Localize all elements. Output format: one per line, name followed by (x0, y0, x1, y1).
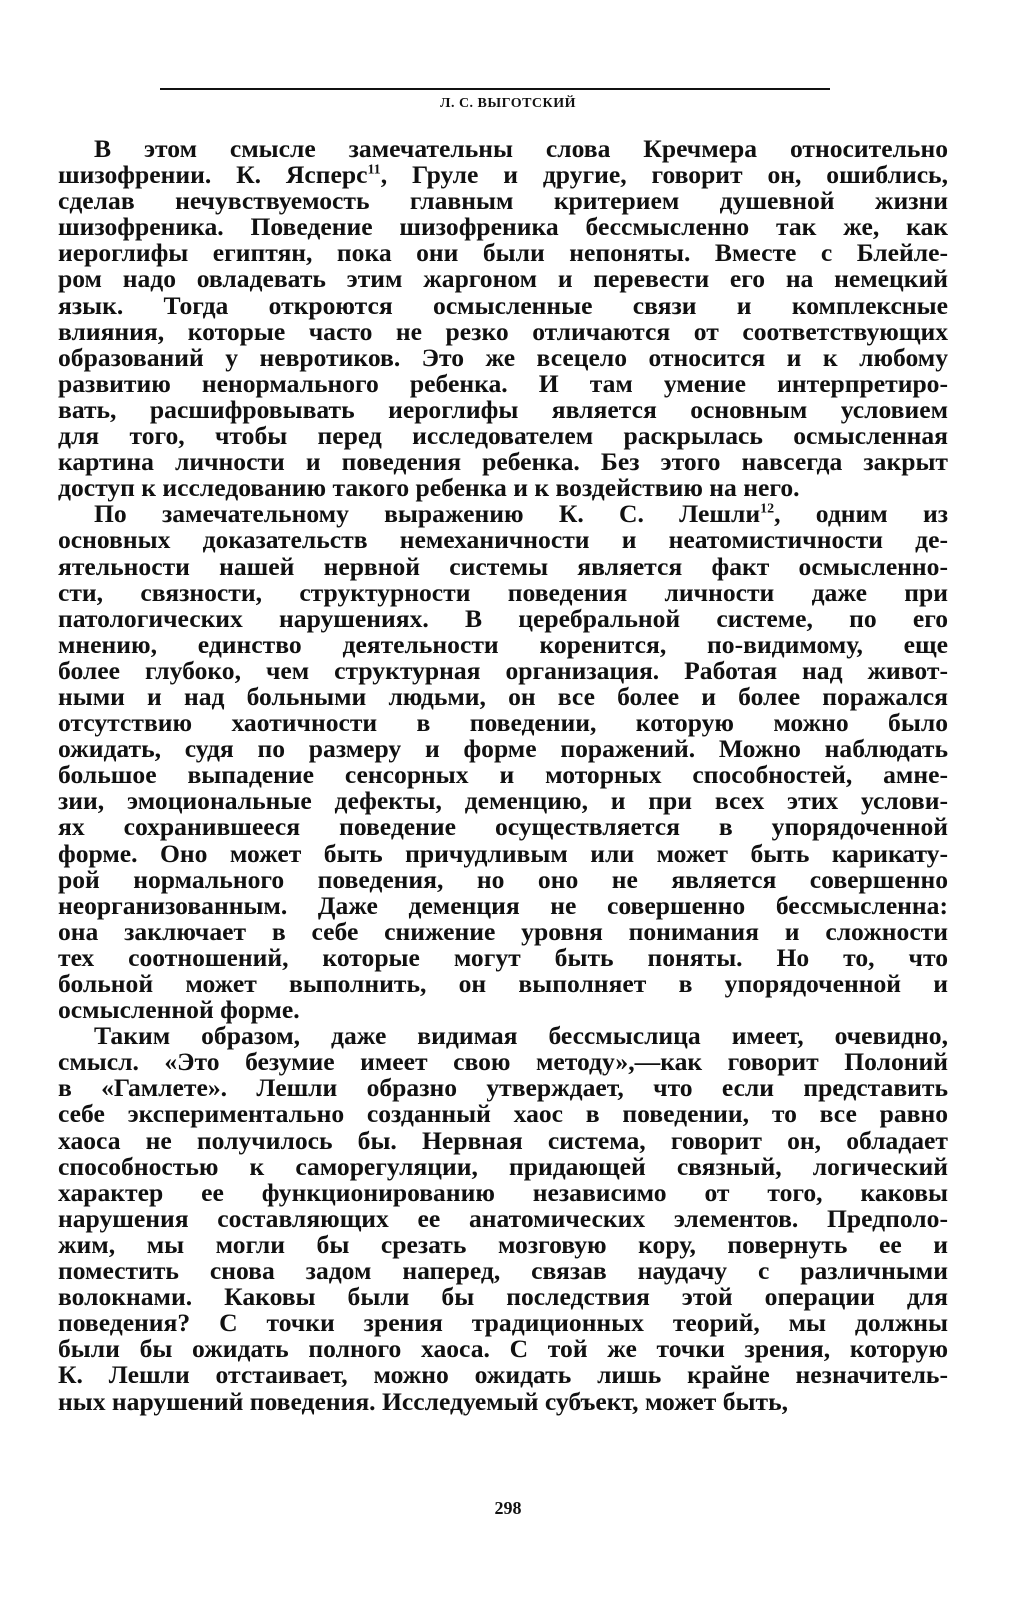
text-line: ных нарушений поведения. Исследуемый субъект, может быть, (58, 1386, 789, 1416)
text-line: ожидать, судя по размеру и форме поражений. Можно наблюдать (58, 734, 948, 764)
text-line: влияния, которые часто не резко отличаются от соответствующих (58, 316, 948, 346)
text-line: К. Лешли отстаивает, можно ожидать лишь крайне незначитель- (58, 1360, 948, 1390)
text-line: для того, чтобы перед исследователем раскрылась осмысленная (58, 421, 948, 451)
paragraph (58, 136, 948, 501)
text-line: себе экспериментально созданный хаос в поведении, то все равно (58, 1099, 948, 1129)
text-line (58, 501, 948, 527)
text-line: характер ее функционированию независимо от того, каковы (58, 1177, 948, 1207)
text-line: тех соотношений, которые могут быть поняты. Но то, что (58, 942, 948, 972)
text-line: большое выпадение сенсорных и моторных способностей, амне- (58, 760, 948, 790)
text-line: поместить снова задом наперед, связав наудачу с различными (58, 1256, 948, 1286)
text-line: больной может выполнить, он выполняет в упорядоченной и (58, 969, 948, 998)
text-line: вать, расшифровывать иероглифы является основным условием (58, 394, 948, 424)
text-line: Таким образом, даже видимая бессмыслица имеет, очевидно, (94, 1021, 948, 1051)
text-line: основных доказательств немеханичности и неатомистичности де- (58, 525, 948, 555)
text-line: форме. Оно может быть причудливым или может быть карикату- (58, 838, 948, 868)
paragraph (58, 1023, 948, 1414)
text-line: смысл. «Это безумие имеет свою методу»,—как говорит Полоний (58, 1047, 948, 1077)
text-line: отсутствию хаотичности в поведении, которую можно было (58, 708, 948, 738)
text-line: сделав нечувствуемость главным критерием душевной жизни (58, 186, 948, 216)
paragraph (58, 501, 948, 1023)
running-head: Л. С. ВЫГОТСКИЙ (440, 96, 576, 111)
text-line: жим, мы могли бы срезать мозговую кору, повернуть ее и (58, 1229, 948, 1259)
text-line: образований у невротиков. Это же всецело относится и к любому (58, 342, 948, 372)
text-line: ях сохранившееся поведение осуществляется в упорядоченной (58, 812, 948, 842)
book-page (58, 78, 958, 1578)
text-line: ром надо овладевать этим жаргоном и перевести его на немецкий (58, 264, 948, 294)
text-segment: , Груле и другие, говорит он, ошиблись, (380, 160, 948, 190)
text-line: иероглифы египтян, пока они были непоняты. Вместе с Блейле- (58, 238, 948, 268)
text-line: зии, эмоциональные дефекты, деменцию, и при всех этих услови- (58, 786, 948, 816)
text-segment: шизофрении. К. Ясперс (58, 160, 368, 190)
text-line: патологических нарушениях. В церебральной системе, по его (58, 603, 948, 633)
text-line: были бы ожидать полного хаоса. С той же точки зрения, которую (58, 1334, 948, 1364)
text-line: нарушения составляющих ее анатомических элементов. Предполо- (58, 1203, 948, 1233)
text-line: неорганизованным. Даже деменция не совершенно бессмысленна: (58, 890, 948, 920)
header-rule (160, 88, 830, 90)
text-line: способностью к саморегуляции, придающей связный, логический (58, 1151, 948, 1181)
body-text (58, 136, 948, 1415)
text-line: язык. Тогда откроются осмысленные связи и комплексные (58, 290, 948, 320)
text-line: рой нормального поведения, но оно не является совершенно (58, 864, 948, 894)
text-line: поведения? С точки зрения традиционных теорий, мы должны (58, 1308, 948, 1338)
text-line: сти, связности, структурности поведения личности даже при (58, 577, 948, 607)
text-line (58, 162, 948, 188)
text-line: В этом смысле замечательны слова Кречмера относительно (94, 134, 948, 163)
text-line: шизофреника. Поведение шизофреника бессмысленно так же, как (58, 212, 948, 242)
text-line: волокнами. Каковы были бы последствия этой операции для (58, 1282, 948, 1312)
text-line: картина личности и поведения ребенка. Без этого навсегда закрыт (58, 447, 948, 477)
text-line: развитию ненормального ребенка. И там умение интерпретиро- (58, 368, 948, 398)
text-line: осмысленной форме. (58, 995, 300, 1025)
footnote-ref: 12 (760, 501, 775, 517)
text-line: более глубоко, чем структурная организация. Работая над живот- (58, 655, 948, 685)
text-line: доступ к исследованию такого ребенка и к воздействию на него. (58, 473, 800, 503)
text-segment: , одним из (774, 499, 948, 529)
text-line: хаоса не получилось бы. Нервная система, говорит он, обладает (58, 1125, 948, 1155)
text-line: ными и над больными людьми, он все более и более поражался (58, 681, 948, 711)
footnote-ref: 11 (367, 162, 381, 178)
page-number: 298 (494, 1498, 522, 1518)
text-line: в «Гамлете». Лешли образно утверждает, что если представить (58, 1073, 948, 1103)
text-line: мнению, единство деятельности коренится, по-видимому, еще (58, 629, 948, 659)
text-segment: По замечательному выражению К. С. Лешли (94, 499, 761, 529)
text-line: ятельности нашей нервной системы является факт осмысленно- (58, 551, 948, 581)
text-line: она заключает в себе снижение уровня понимания и сложности (58, 916, 948, 946)
